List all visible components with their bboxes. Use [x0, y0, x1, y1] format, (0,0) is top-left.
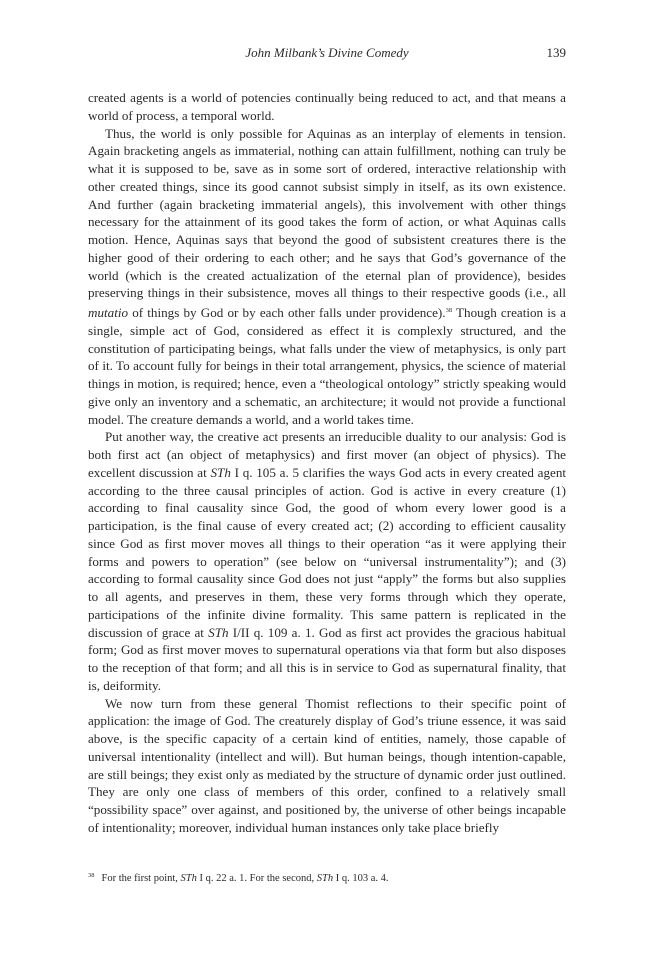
- text-run: I/II q. 109 a. 1. God as first act provides the gracious habitual form; God as first mover moves to supernatural operations via that form but also disposes to the reception of that form; and all this is in service to God as supernatural finality, that is, deiformity.: [88, 624, 567, 693]
- italic-text: STh: [180, 873, 197, 884]
- text-run: We now turn from these general Thomist reflections to their specific point of application: the image of God. The creaturely display of God’s triune essence, it was said above, is the specific capacity of a certain kind of entities, namely, those capable of universal intentionality (intellect and will). But human beings, though intention-capable, are still beings; they exist only as mediated by the structure of dynamic order just outlined. They are only one class of members of this order, confined to a relatively small “possibility space” over against, and positioned by, the universe of other beings incapable of intentionality; moreover, individual human instances only take place briefly: [88, 695, 566, 835]
- italic-text: STh: [208, 624, 229, 640]
- main-text: [88, 89, 566, 837]
- italic-text: STh: [210, 464, 231, 480]
- text-run: Put another way, the creative act presents an irreducible duality to our analysis: God is both first act (an object of metaphysics) and first mover (an object of physics). The excellent discussion at: [88, 429, 566, 480]
- text-run: created agents is a world of potencies continually being reduced to act, and that means a world of process, a temporal world.: [88, 90, 566, 123]
- page-number: 139: [546, 45, 566, 60]
- text-run: I q. 22 a. 1. For the second,: [196, 873, 317, 884]
- paragraph: [88, 428, 566, 694]
- paragraph: [88, 125, 566, 429]
- text-run: I q. 105 a. 5 clarifies the ways God acts in every created agent according to the three causal principles of action. God is active in every creature (1) according to final causality since God, the good of whom every lower good is a participation, is the final cause of every created act; (2) according to efficient causality since God as first mover moves all things to their operation “as it were applying their forms and powers to operation” (see below on “universal instrumentality”); and (3) according to formal causality since God does not just “apply” the forms but also supplies to all agents, and preserves in them, these very forms through which they operate, participations of the infinite divine formality. This same pattern is replicated in the discussion of grace at: [88, 464, 567, 640]
- paragraph: [88, 695, 566, 837]
- paragraph: [88, 89, 566, 125]
- footnote-marker: 38: [88, 872, 95, 879]
- text-run: Though creation is a single, simple act of God, considered as effect it is complexly structured, and the constitution of participating beings, what falls under the view of metaphysics, is only part of it. To account fully for beings in their total arrangement, physics, the science of material things in motion, is required; hence, even a “theological ontology” strictly speaking would give only an inventory and a schematic, an architecture; it would not provide a functional model. The creature demands a world, and a world takes time.: [88, 305, 566, 427]
- footnotes: [88, 869, 566, 886]
- footnote: [88, 869, 566, 886]
- running-title: John Milbank’s Divine Comedy: [245, 45, 409, 60]
- italic-text: STh: [316, 873, 334, 884]
- text-run: For the first point,: [101, 873, 181, 884]
- footnote-reference: 38: [445, 307, 453, 314]
- text-run: Thus, the world is only possible for Aquinas as an interplay of elements in tension. Again bracketing angels as immaterial, nothing can attain fulfillment, nothing can truly be what it is supposed to be, save as in some sort of ordered, interactive relationship with other created things, since its good cannot subsist simply in itself, as its own existence. And further (again bracketing immaterial angels), this involvement with other things necessary for the attainment of its good takes the form of action, or what Aquinas calls motion. Hence, Aquinas says that beyond the good of subsistent creatures there is the higher good of their ordering to each other; and he says that God’s governance of the world (which is the created actualization of the eternal plan of providence), besides preserving things in their subsistence, moves all things to their respective goods (i.e., all: [88, 125, 566, 301]
- text-run: of things by God or by each other falls under providence).: [128, 305, 446, 320]
- text-run: I q. 103 a. 4.: [333, 873, 389, 884]
- italic-text: mutatio: [88, 305, 129, 320]
- running-head: [88, 45, 566, 65]
